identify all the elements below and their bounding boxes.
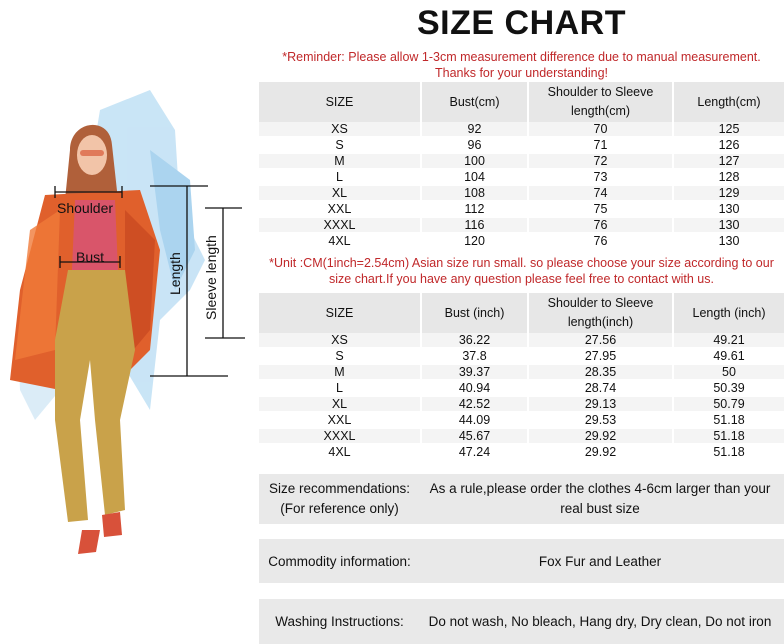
table-row (259, 186, 784, 202)
table-cell: 49.61 (674, 349, 784, 365)
table-row (259, 138, 784, 154)
table-cell: 92 (422, 122, 529, 138)
table-row (259, 333, 784, 349)
size-table-inch (259, 293, 784, 461)
table-cell: 4XL (259, 234, 422, 250)
length-label: Length (167, 252, 183, 295)
page-title: SIZE CHART (417, 4, 626, 42)
table-row (259, 413, 784, 429)
pants (55, 270, 135, 522)
table-cell: XL (259, 186, 422, 202)
table-cell: 125 (674, 122, 784, 138)
header-length: Length(cm) (674, 82, 784, 122)
table-row (259, 397, 784, 413)
table-cell: 74 (529, 186, 674, 202)
table-row (259, 445, 784, 461)
header-size: SIZE (259, 82, 422, 122)
table-cell: 72 (529, 154, 674, 170)
commodity-value: Fox Fur and Leather (538, 553, 662, 569)
table-cell: M (259, 365, 422, 381)
table-cell: 49.21 (674, 333, 784, 349)
table-cell: 70 (529, 122, 674, 138)
size-recommendations-value: As a rule,please order the clothes 4-6cm larger than your real bust size (429, 481, 771, 516)
table-cell: 40.94 (422, 381, 529, 397)
table-cell: 42.52 (422, 397, 529, 413)
table-cell: 112 (422, 202, 529, 218)
header-shoulder-sleeve: Shoulder to Sleeve length(cm) (529, 82, 674, 122)
table-row (259, 429, 784, 445)
bust-label: Bust (76, 249, 105, 265)
table-cell: S (259, 349, 422, 365)
size-recommendations-label: Size recommendations: (For reference only) (268, 481, 411, 516)
table-row (259, 170, 784, 186)
table-cell: 71 (529, 138, 674, 154)
table-row (259, 154, 784, 170)
header-bust: Bust(cm) (422, 82, 529, 122)
size-recommendations (259, 474, 784, 524)
table-cell: 51.18 (674, 445, 784, 461)
table-row (259, 122, 784, 138)
measurement-reminder: *Reminder: Please allow 1-3cm measurement difference due to manual measurement. Thanks for your understanding! (282, 50, 761, 80)
table-cell: 76 (529, 234, 674, 250)
table-cell: 126 (674, 138, 784, 154)
table-cell: 29.53 (529, 413, 674, 429)
table-cell: 100 (422, 154, 529, 170)
table-cell: XS (259, 333, 422, 349)
shoulder-label: Shoulder (57, 200, 114, 216)
table-cell: 128 (674, 170, 784, 186)
sleeve-length-label: Sleeve length (203, 235, 219, 320)
table-cell: 4XL (259, 445, 422, 461)
table-cell: 116 (422, 218, 529, 234)
header-shoulder-sleeve: Shoulder to Sleeve length(inch) (529, 293, 674, 333)
shoe-left (78, 530, 100, 554)
table-cell: 37.8 (422, 349, 529, 365)
table-cell: 104 (422, 170, 529, 186)
sunglasses (80, 150, 104, 156)
table-row (259, 365, 784, 381)
table-cell: 120 (422, 234, 529, 250)
table-cell: XXXL (259, 429, 422, 445)
table-cell: 45.67 (422, 429, 529, 445)
header-size: SIZE (259, 293, 422, 333)
table-cell: XXXL (259, 218, 422, 234)
table-cell: 50.79 (674, 397, 784, 413)
commodity-information (259, 539, 784, 583)
table-cell: 129 (674, 186, 784, 202)
table-cell: XL (259, 397, 422, 413)
table-cell: 130 (674, 234, 784, 250)
table-cell: 50 (674, 365, 784, 381)
table-cell: 47.24 (422, 445, 529, 461)
table-cell: 130 (674, 218, 784, 234)
table-row (259, 381, 784, 397)
table-cell: 130 (674, 202, 784, 218)
table-cell: 29.92 (529, 445, 674, 461)
commodity-label: Commodity information: (268, 553, 411, 569)
table-row (259, 202, 784, 218)
table-cell: 29.13 (529, 397, 674, 413)
table-cell: 51.18 (674, 429, 784, 445)
header-bust: Bust (inch) (422, 293, 529, 333)
table-row (259, 349, 784, 365)
table-cell: 127 (674, 154, 784, 170)
table-cell: 29.92 (529, 429, 674, 445)
table-cell: M (259, 154, 422, 170)
table-cell: 27.56 (529, 333, 674, 349)
table-cell: 27.95 (529, 349, 674, 365)
table-cell: L (259, 170, 422, 186)
table-cell: 50.39 (674, 381, 784, 397)
table-cell: 75 (529, 202, 674, 218)
size-table-cm (259, 82, 784, 250)
shoe-right (102, 512, 122, 537)
table-cell: 108 (422, 186, 529, 202)
table-cell: XXL (259, 413, 422, 429)
table-cell: 28.74 (529, 381, 674, 397)
fashion-illustration (0, 90, 258, 644)
table-cell: L (259, 381, 422, 397)
size-table-cm-body (259, 122, 784, 250)
table-cell: XXL (259, 202, 422, 218)
table-cell: 36.22 (422, 333, 529, 349)
header-length: Length (inch) (674, 293, 784, 333)
table-cell: S (259, 138, 422, 154)
table-cell: 44.09 (422, 413, 529, 429)
table-cell: 76 (529, 218, 674, 234)
washing-label: Washing Instructions: (275, 614, 404, 629)
washing-value: Do not wash, No bleach, Hang dry, Dry clean, Do not iron (428, 614, 772, 629)
table-cell: 39.37 (422, 365, 529, 381)
table-cell: 28.35 (529, 365, 674, 381)
table-cell: 96 (422, 138, 529, 154)
washing-instructions (259, 599, 784, 644)
table-row (259, 234, 784, 250)
table-row (259, 218, 784, 234)
table-cell: 51.18 (674, 413, 784, 429)
table-cell: 73 (529, 170, 674, 186)
size-table-inch-body (259, 333, 784, 461)
unit-note: *Unit :CM(1inch=2.54cm) Asian size run small. so please choose your size according to our size chart.If you have any question please feel free to contact with us. (269, 256, 774, 286)
table-cell: XS (259, 122, 422, 138)
